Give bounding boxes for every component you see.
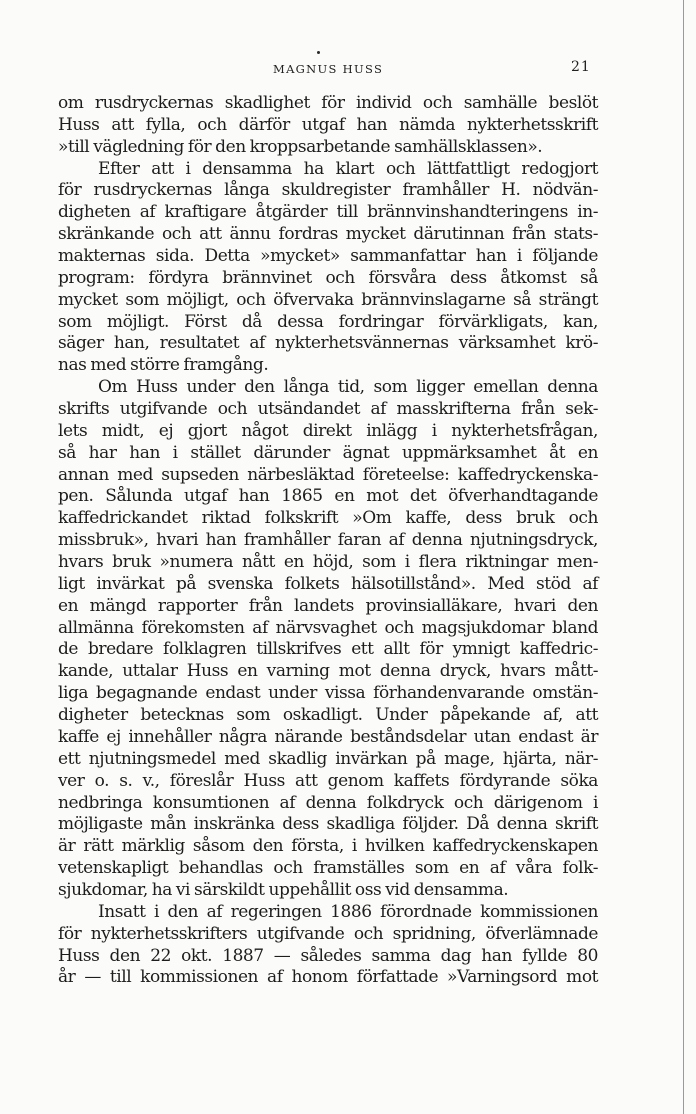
- page-number: 21: [571, 59, 591, 75]
- text-line: en mängd rapporter från landets provinsialläkare, hvari den: [58, 595, 598, 616]
- text-line: om rusdryckernas skadlighet för individ och samhälle beslöt: [58, 93, 598, 113]
- text-line: digheten af kraftigare åtgärder till brännvinshandteringens in-: [58, 202, 598, 223]
- text-line: Om Huss under den långa tid, som ligger emellan denna: [98, 377, 598, 398]
- text-line: för rusdryckernas långa skuldregister framhåller H. nödvän-: [58, 180, 598, 201]
- text-line: allmänna förekomsten af närvsvaghet och magsjukdomar bland: [58, 617, 598, 638]
- text-line: mycket som möjligt, och öfvervaka brännvinslagarne så strängt: [58, 289, 598, 310]
- text-line: kande, uttalar Huss en varning mot denna dryck, hvars mått-: [58, 661, 598, 682]
- text-line: program: fördyra brännvinet och försvåra dess åtkomst så: [58, 267, 598, 288]
- text-line: som möjligt. Först då dessa fordringar förvärkligats, kan,: [58, 311, 598, 332]
- text-line: lets midt, ej gjort något direkt inlägg i nykterhetsfrågan,: [58, 420, 598, 441]
- text-line: kaffe ej innehåller några närande beståndsdelar utan endast är: [58, 726, 598, 747]
- text-line: pen. Sålunda utgaf han 1865 en mot det öfverhandtagande: [58, 486, 598, 507]
- text-line: år — till kommissionen af honom författade »Varningsord mot: [58, 967, 598, 988]
- text-line: skränkande och att ännu fordras mycket därutinnan från stats-: [58, 224, 598, 245]
- text-line: ett njutningsmedel med skadlig invärkan på mage, hjärta, när-: [58, 748, 598, 769]
- text-line: liga begagnande endast under vissa förhandenvarande omstän-: [58, 683, 598, 704]
- text-line: Huss att fylla, och därför utgaf han nämda nykterhetsskrift: [58, 114, 598, 135]
- text-line: så har han i stället därunder ägnat uppmärksamhet åt en: [58, 442, 598, 463]
- page-edge-rule: [683, 0, 684, 1114]
- text-line: hvars bruk »numera nått en höjd, som i flera riktningar men-: [58, 552, 598, 573]
- text-line: möjligaste mån inskränka dess skadliga följder. Då denna skrift: [58, 814, 598, 835]
- text-line: missbruk», hvari han framhåller faran af denna njutningsdryck,: [58, 530, 598, 551]
- text-line: annan med supseden närbesläktad företeelse: kaffedryckenska-: [58, 464, 598, 485]
- text-line: de bredare folklagren tillskrifves ett allt för ymnigt kaffedric-: [58, 639, 598, 660]
- text-line: för nykterhetsskrifters utgifvande och spridning, öfverlämnade: [58, 923, 598, 944]
- text-line: kaffedrickandet riktad folkskrift »Om kaffe, dess bruk och: [58, 508, 598, 529]
- text-line: makternas sida. Detta »mycket» sammanfattar han i följande: [58, 246, 598, 267]
- text-line: »till vägledning för den kroppsarbetande samhällsklassen».: [58, 136, 543, 157]
- text-line: nedbringa konsumtionen af denna folkdryck och därigenom i: [58, 792, 598, 813]
- text-line: är rätt märklig såsom den första, i hvilken kaffedryckenskapen: [58, 836, 598, 857]
- text-line: Huss den 22 okt. 1887 — således samma dag han fyllde 80: [58, 945, 598, 966]
- print-speck: [317, 51, 320, 54]
- text-line: Insatt i den af regeringen 1886 förordnade kommissionen: [98, 901, 598, 922]
- text-line: skrifts utgifvande och utsändandet af masskrifterna från sek-: [58, 399, 598, 420]
- text-line: sjukdomar, ha vi särskildt uppehållit oss vid densamma.: [58, 879, 509, 900]
- text-line: digheter betecknas som oskadligt. Under påpekande af, att: [58, 705, 598, 726]
- text-line: ligt invärkat på svenska folkets hälsotillstånd». Med stöd af: [58, 573, 598, 594]
- text-line: Efter att i densamma ha klart och lättfattligt redogjort: [98, 158, 598, 179]
- text-line: nas med större framgång.: [58, 355, 269, 376]
- running-head: MAGNUS HUSS: [273, 62, 384, 76]
- text-line: säger han, resultatet af nykterhetsvännernas värksamhet krö-: [58, 333, 598, 354]
- body-text: [58, 93, 598, 989]
- text-line: vetenskapligt behandlas och framställes som en af våra folk-: [58, 858, 598, 879]
- text-line: ver o. s. v., föreslår Huss att genom kaffets fördyrande söka: [58, 770, 598, 791]
